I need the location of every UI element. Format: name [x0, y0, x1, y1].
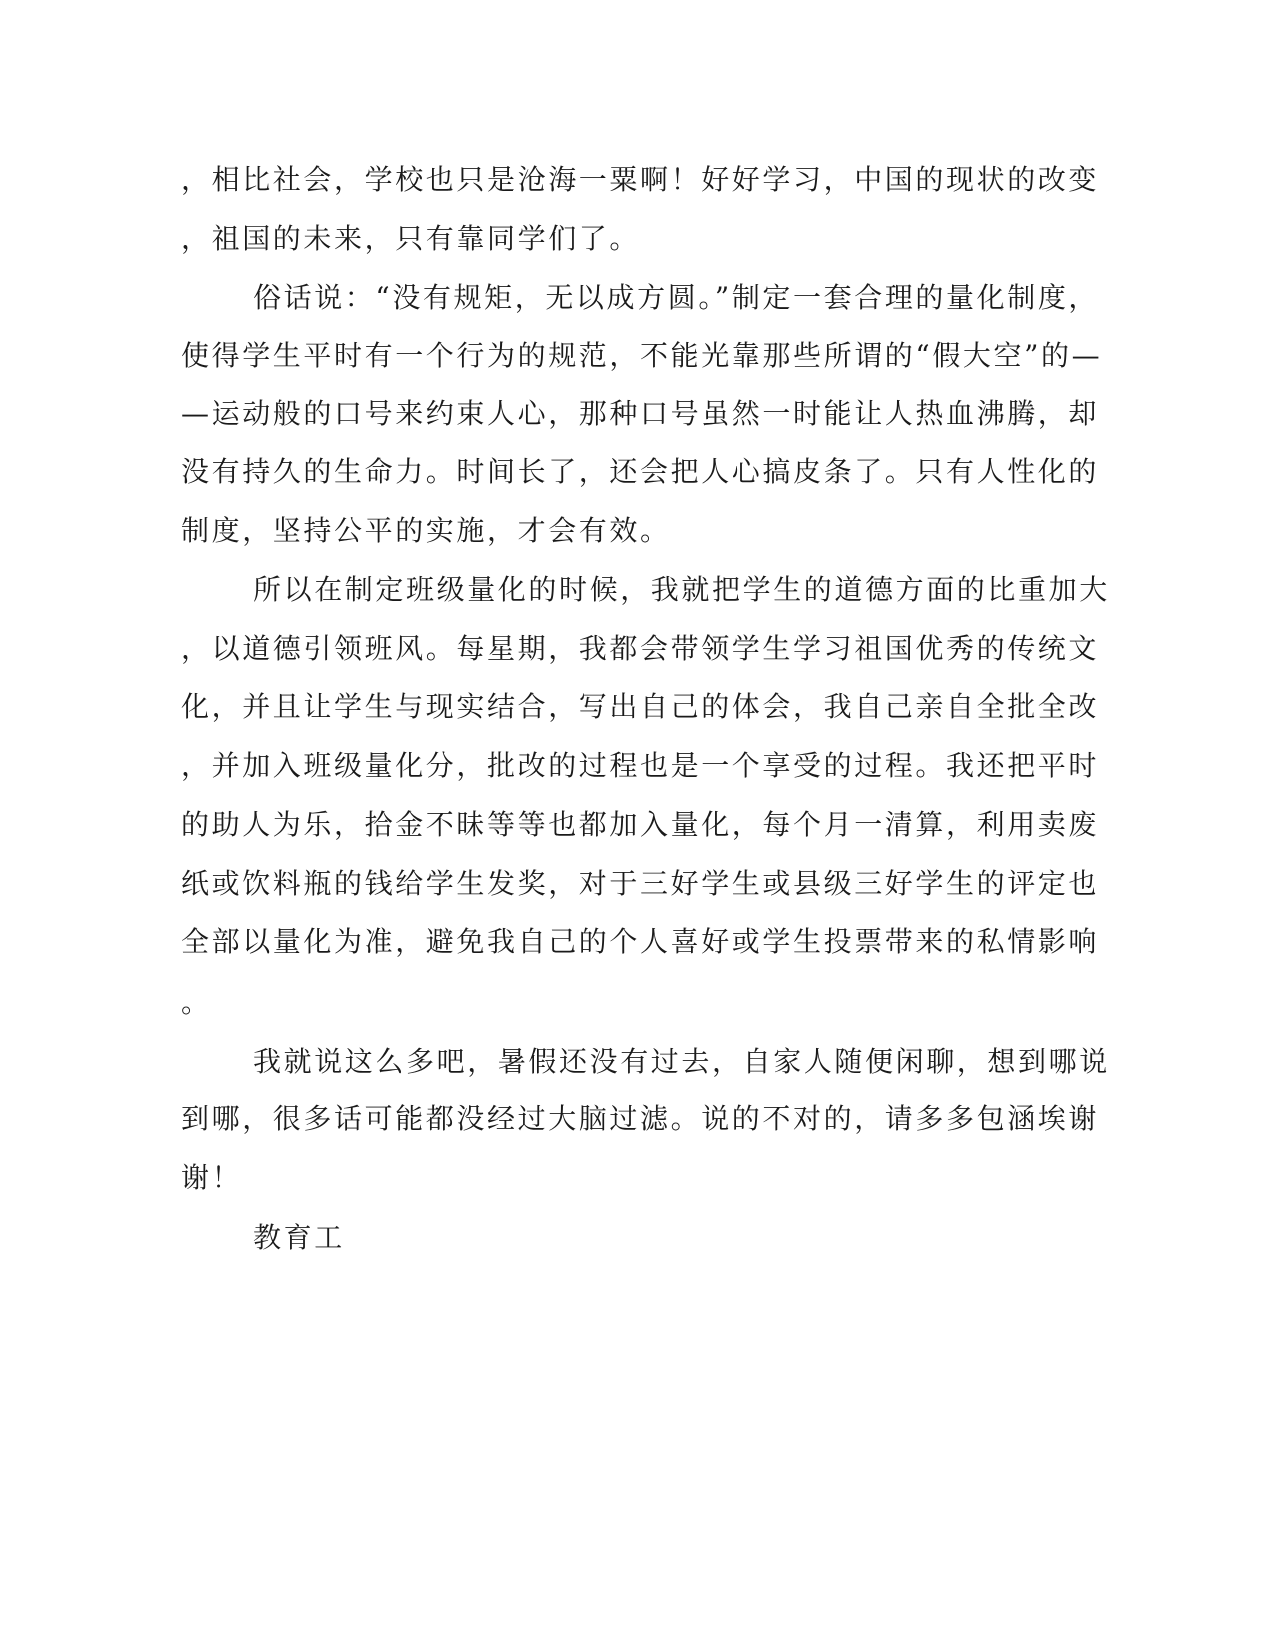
text-line: 全部以量化为准，避免我自己的个人喜好或学生投票带来的私情影响 [181, 925, 1100, 958]
text-line: 的助人为乐，拾金不昧等等也都加入量化，每个月一清算，利用卖废 [181, 808, 1100, 841]
signature-line: 教育工 [253, 1221, 345, 1254]
text-line: 使得学生平时有一个行为的规范，不能光靠那些所谓的“假大空”的— [181, 339, 1103, 372]
paragraph-start-line: 我就说这么多吧，暑假还没有过去，自家人随便闲聊，想到哪说 [253, 1045, 1110, 1078]
paragraph-start-line: 俗话说：“没有规矩，无以成方圆。”制定一套合理的量化制度， [253, 281, 1100, 314]
paragraph-start-line: 所以在制定班级量化的时候，我就把学生的道德方面的比重加大 [253, 573, 1110, 606]
text-line: 没有持久的生命力。时间长了，还会把人心搞皮条了。只有人性化的 [181, 455, 1100, 488]
text-line: 。 [181, 986, 212, 1019]
text-line: 纸或饮料瓶的钱给学生发奖，对于三好学生或县级三好学生的评定也 [181, 867, 1100, 900]
text-line: 谢！ [181, 1161, 243, 1194]
text-line: 化，并且让学生与现实结合，写出自己的体会，我自己亲自全批全改 [181, 690, 1100, 723]
text-line: ，并加入班级量化分，批改的过程也是一个享受的过程。我还把平时 [181, 749, 1100, 782]
text-line: ，祖国的未来，只有靠同学们了。 [181, 222, 641, 255]
text-line: 到哪，很多话可能都没经过大脑过滤。说的不对的，请多多包涵埃谢 [181, 1102, 1100, 1135]
text-line: —运动般的口号来约束人心，那种口号虽然一时能让人热血沸腾，却 [181, 397, 1100, 430]
text-line: ，相比社会，学校也只是沧海一粟啊！好好学习，中国的现状的改变 [181, 163, 1100, 196]
text-line: 制度，坚持公平的实施，才会有效。 [181, 514, 671, 547]
text-line: ，以道德引领班风。每星期，我都会带领学生学习祖国优秀的传统文 [181, 632, 1100, 665]
